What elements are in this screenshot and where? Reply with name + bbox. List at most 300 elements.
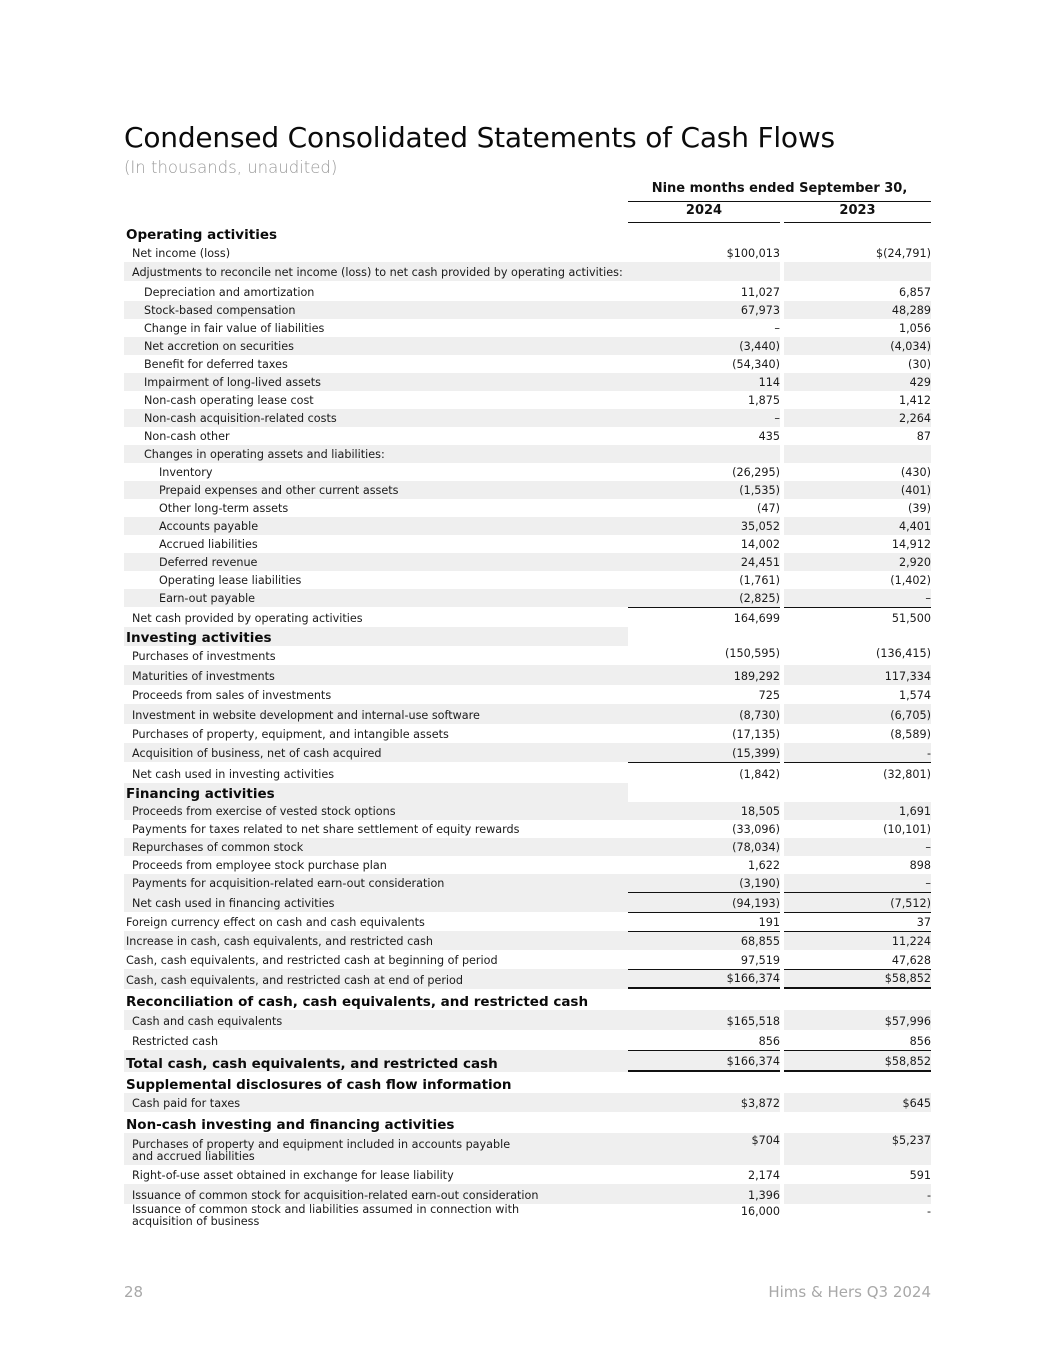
value-cell-2024 <box>628 427 780 445</box>
value-2024: (1,761) <box>739 574 780 587</box>
value-cell-2023 <box>784 1165 931 1184</box>
section-header <box>124 1112 931 1133</box>
value-cell-2024 <box>628 969 780 989</box>
value-2023: $58,852 <box>884 972 931 985</box>
row-label: Earn-out payable <box>159 592 256 605</box>
value-2024: 18,505 <box>740 805 780 818</box>
value-cell-2023 <box>784 969 931 989</box>
table-row <box>124 1165 931 1184</box>
table-row <box>124 535 931 553</box>
value-2024: (8,730) <box>739 709 780 722</box>
row-label: Cash, cash equivalents, and restricted cash at beginning of period <box>126 954 498 967</box>
value-2023: $(24,791) <box>876 247 931 260</box>
table-row <box>124 856 931 874</box>
value-2024: (15,399) <box>732 747 780 760</box>
value-cell-2023 <box>784 223 931 243</box>
row-label-cell <box>124 535 628 553</box>
value-2023: (136,415) <box>876 647 931 660</box>
value-cell-2023 <box>784 373 931 391</box>
value-cell-2024 <box>628 1010 780 1030</box>
value-cell-2023 <box>784 989 931 1010</box>
period-header: Nine months ended September 30, <box>628 181 931 202</box>
value-cell-2024 <box>628 783 780 802</box>
value-2024: 164,699 <box>733 612 780 625</box>
value-2024: $100,013 <box>726 247 780 260</box>
value-cell-2023 <box>784 427 931 445</box>
table-row <box>124 571 931 589</box>
year-2024-header: 2024 <box>628 203 780 223</box>
value-2023: - <box>926 1205 931 1218</box>
row-label-cell <box>124 1010 628 1030</box>
value-cell-2023 <box>784 499 931 517</box>
row-label: Adjustments to reconcile net income (loss) to net cash provided by operating activities: <box>132 266 623 279</box>
value-cell-2024 <box>628 281 780 301</box>
value-cell-2024 <box>628 704 780 724</box>
value-cell-2023 <box>784 783 931 802</box>
value-cell-2024 <box>628 373 780 391</box>
table-row <box>124 685 931 704</box>
cash-flow-table <box>124 223 931 1230</box>
value-cell-2023 <box>784 409 931 427</box>
value-cell-2023 <box>784 535 931 553</box>
row-label-cell <box>124 856 628 874</box>
row-label: Repurchases of common stock <box>132 841 304 854</box>
value-cell-2024 <box>628 1133 780 1165</box>
year-2023-header: 2023 <box>784 203 931 223</box>
table-row <box>124 463 931 481</box>
value-cell-2023 <box>784 1050 931 1072</box>
row-label: Proceeds from sales of investments <box>132 689 332 702</box>
value-2024: 11,027 <box>740 286 780 299</box>
table-row <box>124 912 931 931</box>
row-label: Supplemental disclosures of cash flow information <box>126 1077 512 1093</box>
value-2024: – <box>774 412 780 425</box>
row-label: Net income (loss) <box>132 247 231 260</box>
value-cell-2024 <box>628 517 780 535</box>
row-label-cell <box>124 1184 628 1204</box>
table-row <box>124 607 931 627</box>
value-cell-2024 <box>628 627 780 646</box>
section-header <box>124 1072 931 1093</box>
row-label: Non-cash acquisition-related costs <box>144 412 337 425</box>
value-cell-2024 <box>628 262 780 281</box>
value-2024: 68,855 <box>740 935 780 948</box>
value-2023: 37 <box>916 916 931 929</box>
value-cell-2023 <box>784 646 931 665</box>
value-cell-2023 <box>784 724 931 743</box>
value-cell-2024 <box>628 950 780 969</box>
value-cell-2023 <box>784 874 931 892</box>
value-cell-2024 <box>628 1165 780 1184</box>
table-row <box>124 1010 931 1030</box>
value-cell-2023 <box>784 1184 931 1204</box>
value-cell-2023 <box>784 802 931 820</box>
row-label: Issuance of common stock for acquisition-related earn-out consideration <box>132 1189 539 1202</box>
value-cell-2024 <box>628 571 780 589</box>
table-row <box>124 743 931 762</box>
row-label-cell <box>124 950 628 969</box>
value-2023: (10,101) <box>883 823 931 836</box>
value-cell-2024 <box>628 856 780 874</box>
value-cell-2023 <box>784 856 931 874</box>
row-label-cell <box>124 912 628 931</box>
value-cell-2023 <box>784 355 931 373</box>
value-2024: (47) <box>757 502 780 515</box>
value-2023: 591 <box>909 1169 931 1182</box>
table-row <box>124 243 931 262</box>
value-cell-2023 <box>784 463 931 481</box>
value-2023: (30) <box>908 358 931 371</box>
row-label-cell <box>124 989 628 1010</box>
table-row <box>124 499 931 517</box>
table-row <box>124 301 931 319</box>
value-cell-2023 <box>784 1093 931 1112</box>
row-label-cell <box>124 517 628 535</box>
value-cell-2023 <box>784 950 931 969</box>
table-row <box>124 409 931 427</box>
value-cell-2024 <box>628 724 780 743</box>
value-2023: – <box>925 841 931 854</box>
row-label: Depreciation and amortization <box>144 286 315 299</box>
table-row <box>124 646 931 665</box>
value-2023: 14,912 <box>891 538 931 551</box>
row-label-cell <box>124 427 628 445</box>
value-cell-2023 <box>784 1072 931 1093</box>
row-label-cell <box>124 243 628 262</box>
value-2024: $166,374 <box>726 972 780 985</box>
value-2023: 47,628 <box>891 954 931 967</box>
value-cell-2024 <box>628 499 780 517</box>
row-label-cell <box>124 724 628 743</box>
value-cell-2023 <box>784 665 931 685</box>
row-label-cell <box>124 892 628 912</box>
value-2024: (33,096) <box>732 823 780 836</box>
value-cell-2023 <box>784 589 931 607</box>
row-label-cell <box>124 319 628 337</box>
value-cell-2023 <box>784 1030 931 1050</box>
page-title: Condensed Consolidated Statements of Cash Flows <box>124 121 835 154</box>
value-cell-2023 <box>784 243 931 262</box>
value-cell-2024 <box>628 337 780 355</box>
row-label: Foreign currency effect on cash and cash equivalents <box>126 916 425 929</box>
table-row <box>124 1133 931 1165</box>
value-cell-2023 <box>784 262 931 281</box>
row-label: Purchases of investments <box>132 650 276 663</box>
table-row <box>124 724 931 743</box>
row-label: Other long-term assets <box>159 502 289 515</box>
table-row <box>124 445 931 463</box>
value-cell-2024 <box>628 1050 780 1072</box>
value-cell-2024 <box>628 874 780 892</box>
row-label-cell <box>124 1093 628 1112</box>
value-cell-2024 <box>628 1030 780 1050</box>
row-label: Net cash used in financing activities <box>132 897 335 910</box>
value-cell-2024 <box>628 1072 780 1093</box>
value-2023: - <box>926 1189 931 1202</box>
value-2023: 117,334 <box>884 670 931 683</box>
value-cell-2024 <box>628 1112 780 1133</box>
row-label: Right-of-use asset obtained in exchange for lease liability <box>132 1169 454 1182</box>
row-label: Non-cash other <box>144 430 230 443</box>
row-label: Change in fair value of liabilities <box>144 322 325 335</box>
row-label-cell <box>124 802 628 820</box>
value-2024: 856 <box>758 1035 780 1048</box>
value-cell-2023 <box>784 685 931 704</box>
value-2023: $58,852 <box>884 1055 931 1068</box>
page-subtitle: (In thousands, unaudited) <box>124 158 338 177</box>
value-2023: 429 <box>909 376 931 389</box>
row-label-cell <box>124 1133 628 1165</box>
value-2023: – <box>925 877 931 890</box>
table-row <box>124 802 931 820</box>
value-cell-2024 <box>628 463 780 481</box>
row-label-cell <box>124 1165 628 1184</box>
table-row <box>124 373 931 391</box>
row-label: Acquisition of business, net of cash acquired <box>132 747 382 760</box>
row-label: Net accretion on securities <box>144 340 294 353</box>
row-label-cell <box>124 301 628 319</box>
value-2024: 14,002 <box>740 538 780 551</box>
row-label-cell <box>124 1030 628 1050</box>
table-row <box>124 355 931 373</box>
row-label-cell <box>124 646 628 665</box>
row-label: Inventory <box>159 466 213 479</box>
row-label-cell <box>124 627 628 646</box>
row-label: Maturities of investments <box>132 670 275 683</box>
value-cell-2024 <box>628 665 780 685</box>
value-cell-2024 <box>628 589 780 607</box>
value-cell-2024 <box>628 1184 780 1204</box>
table-row <box>124 589 931 607</box>
row-label-cell <box>124 553 628 571</box>
value-2024: 16,000 <box>740 1205 780 1218</box>
value-2024: – <box>774 322 780 335</box>
value-2023: (1,402) <box>890 574 931 587</box>
value-2023: $57,996 <box>884 1015 931 1028</box>
value-cell-2023 <box>784 301 931 319</box>
row-label: Cash and cash equivalents <box>132 1015 283 1028</box>
row-label: Reconciliation of cash, cash equivalents, and restricted cash <box>126 994 589 1010</box>
value-2024: 1,622 <box>747 859 780 872</box>
value-2023: – <box>925 592 931 605</box>
row-label-cell <box>124 969 628 989</box>
row-label-cell <box>124 743 628 762</box>
value-2024: (78,034) <box>732 841 780 854</box>
value-cell-2023 <box>784 762 931 783</box>
row-label-cell <box>124 373 628 391</box>
row-label-cell <box>124 463 628 481</box>
value-cell-2023 <box>784 1010 931 1030</box>
value-cell-2024 <box>628 223 780 243</box>
row-label: Proceeds from exercise of vested stock options <box>132 805 396 818</box>
row-label: Non-cash operating lease cost <box>144 394 314 407</box>
row-label: Accounts payable <box>159 520 259 533</box>
table-row <box>124 553 931 571</box>
value-cell-2024 <box>628 553 780 571</box>
value-2023: (32,801) <box>883 768 931 781</box>
row-label-cell <box>124 589 628 607</box>
value-cell-2023 <box>784 1133 931 1165</box>
section-header <box>124 223 931 243</box>
row-label: Changes in operating assets and liabilities: <box>144 448 385 461</box>
value-2023: 6,857 <box>898 286 931 299</box>
value-cell-2024 <box>628 319 780 337</box>
value-2023: 2,920 <box>898 556 931 569</box>
value-cell-2024 <box>628 838 780 856</box>
value-cell-2023 <box>784 1204 931 1230</box>
value-cell-2024 <box>628 743 780 762</box>
row-label: Investment in website development and internal-use software <box>132 709 480 722</box>
value-2024: 35,052 <box>740 520 780 533</box>
table-row <box>124 820 931 838</box>
row-label-cell <box>124 783 628 802</box>
value-2023: 51,500 <box>891 612 931 625</box>
value-2023: $5,237 <box>891 1134 931 1147</box>
value-2024: 2,174 <box>747 1169 780 1182</box>
row-label: Total cash, cash equivalents, and restricted cash <box>126 1056 498 1072</box>
value-cell-2023 <box>784 704 931 724</box>
value-cell-2023 <box>784 553 931 571</box>
row-label-cell <box>124 355 628 373</box>
value-2024: $165,518 <box>726 1015 780 1028</box>
value-2024: (150,595) <box>725 647 780 660</box>
value-2023: 4,401 <box>898 520 931 533</box>
row-label-cell <box>124 685 628 704</box>
value-2023: 48,289 <box>891 304 931 317</box>
value-cell-2024 <box>628 243 780 262</box>
value-2023: - <box>926 747 931 760</box>
value-cell-2023 <box>784 517 931 535</box>
row-label-cell <box>124 838 628 856</box>
table-row <box>124 704 931 724</box>
value-2023: (430) <box>900 466 931 479</box>
table-row <box>124 665 931 685</box>
value-2024: 67,973 <box>740 304 780 317</box>
value-2024: (26,295) <box>732 466 780 479</box>
row-label: Stock-based compensation <box>144 304 296 317</box>
value-2023: (401) <box>900 484 931 497</box>
row-label: Prepaid expenses and other current assets <box>159 484 399 497</box>
value-cell-2024 <box>628 762 780 783</box>
table-row <box>124 481 931 499</box>
value-2023: (39) <box>908 502 931 515</box>
value-cell-2024 <box>628 912 780 931</box>
row-label: Purchases of property, equipment, and intangible assets <box>132 728 449 741</box>
value-2024: 1,396 <box>747 1189 780 1202</box>
section-header <box>124 989 931 1010</box>
value-cell-2024 <box>628 391 780 409</box>
value-2024: 114 <box>758 376 780 389</box>
value-2023: 1,412 <box>898 394 931 407</box>
section-header <box>124 783 931 802</box>
row-label-cell <box>124 337 628 355</box>
value-cell-2023 <box>784 391 931 409</box>
value-cell-2024 <box>628 820 780 838</box>
footer-brand: Hims & Hers Q3 2024 <box>768 1283 931 1301</box>
row-label: Investing activities <box>126 630 272 646</box>
table-row <box>124 1030 931 1050</box>
value-2023: 87 <box>916 430 931 443</box>
table-row <box>124 319 931 337</box>
row-label-cell <box>124 762 628 783</box>
value-2024: (3,190) <box>739 877 780 890</box>
value-2023: (4,034) <box>890 340 931 353</box>
value-cell-2024 <box>628 301 780 319</box>
value-2023: 1,574 <box>898 689 931 702</box>
row-label-cell <box>124 223 628 243</box>
value-2023: 856 <box>909 1035 931 1048</box>
row-label-cell <box>124 820 628 838</box>
value-cell-2023 <box>784 337 931 355</box>
row-label: Payments for taxes related to net share settlement of equity rewards <box>132 823 520 836</box>
value-2023: (6,705) <box>890 709 931 722</box>
value-cell-2024 <box>628 989 780 1010</box>
value-cell-2024 <box>628 481 780 499</box>
row-label-cell <box>124 874 628 892</box>
row-label: Restricted cash <box>132 1035 219 1048</box>
table-row <box>124 1184 931 1204</box>
value-2024: (54,340) <box>732 358 780 371</box>
value-cell-2024 <box>628 802 780 820</box>
table-row <box>124 969 931 989</box>
value-cell-2024 <box>628 409 780 427</box>
row-label-cell <box>124 481 628 499</box>
value-2023: (7,512) <box>890 897 931 910</box>
table-row <box>124 950 931 969</box>
row-label-cell <box>124 409 628 427</box>
row-label-cell <box>124 931 628 950</box>
value-2024: (2,825) <box>739 592 780 605</box>
value-2024: (3,440) <box>739 340 780 353</box>
row-label: Financing activities <box>126 786 275 802</box>
row-label: Issuance of common stock and liabilities assumed in connection with acquisition of business <box>132 1203 520 1228</box>
value-cell-2023 <box>784 481 931 499</box>
table-row <box>124 874 931 892</box>
row-label: Payments for acquisition-related earn-out consideration <box>132 877 445 890</box>
value-2023: $645 <box>902 1097 931 1110</box>
value-2024: $3,872 <box>740 1097 780 1110</box>
value-cell-2024 <box>628 931 780 950</box>
value-2024: 191 <box>758 916 780 929</box>
table-row <box>124 337 931 355</box>
row-label: Impairment of long-lived assets <box>144 376 321 389</box>
value-2024: $166,374 <box>726 1055 780 1068</box>
page-number: 28 <box>124 1283 144 1301</box>
row-label-cell <box>124 262 628 281</box>
row-label-cell <box>124 1050 628 1072</box>
table-row <box>124 281 931 301</box>
value-2024: 189,292 <box>733 670 780 683</box>
row-label-cell <box>124 1204 628 1230</box>
row-label: Net cash provided by operating activities <box>132 612 363 625</box>
value-cell-2023 <box>784 1112 931 1133</box>
section-header <box>124 627 931 646</box>
value-cell-2023 <box>784 607 931 627</box>
value-cell-2023 <box>784 931 931 950</box>
table-row <box>124 391 931 409</box>
value-2024: (17,135) <box>732 728 780 741</box>
row-label: Operating lease liabilities <box>159 574 302 587</box>
value-cell-2023 <box>784 319 931 337</box>
row-label: Net cash used in investing activities <box>132 768 335 781</box>
table-row <box>124 838 931 856</box>
table-row <box>124 517 931 535</box>
row-label-cell <box>124 499 628 517</box>
value-cell-2023 <box>784 838 931 856</box>
value-cell-2023 <box>784 892 931 912</box>
value-2023: (8,589) <box>890 728 931 741</box>
table-row <box>124 762 931 783</box>
